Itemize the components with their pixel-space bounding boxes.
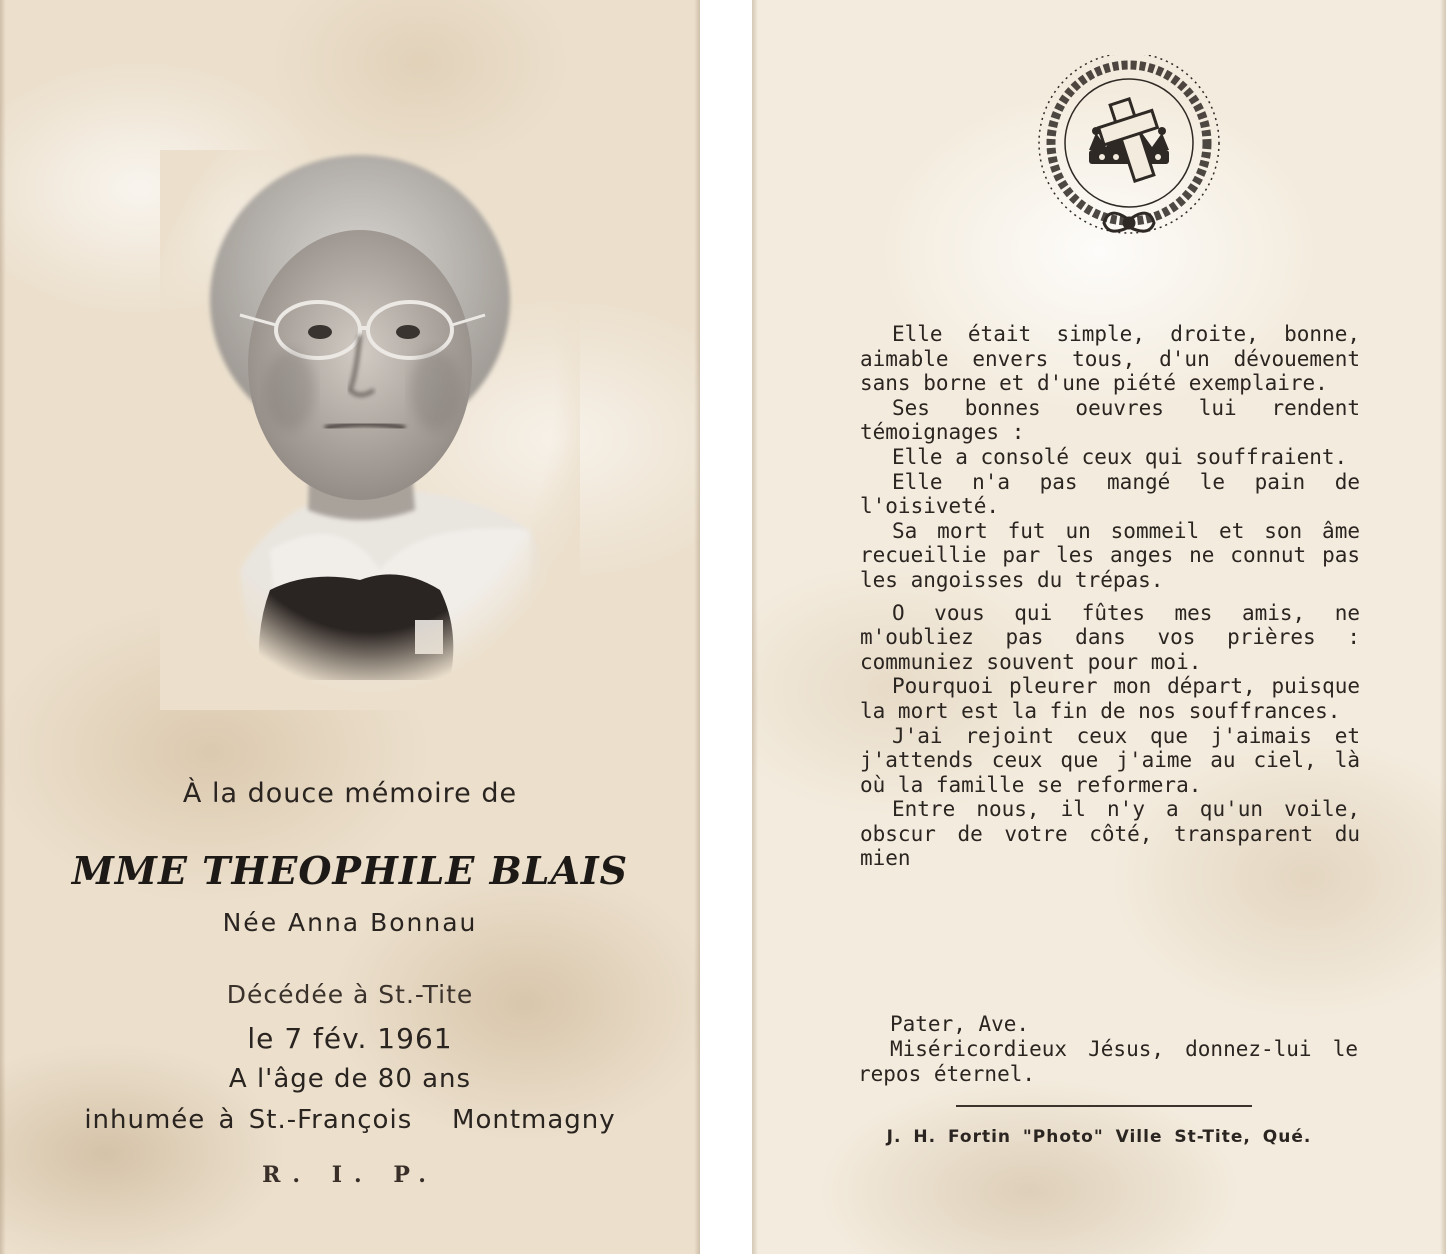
printer-credit: J. H. Fortin "Photo" Ville St-Tite, Qué. [886,1127,1312,1147]
maiden-name: Née Anna Bonnau [222,908,478,937]
cross-crown-wreath-icon [1034,55,1224,245]
portrait-photo [160,150,580,710]
verse-paragraph: J'ai rejoint ceux que j'aimais et j'attends ceux que j'aime au ciel, là où la famille se reformera. [860,723,1360,797]
prayer-line: Miséricordieux Jésus, donnez-lui le repos éternel. [858,1037,1358,1086]
verse-paragraph: Pourquoi pleurer mon départ, puisque la mort est la fin de nos souffrances. [860,674,1360,723]
divider [956,1105,1252,1107]
verse-paragraph: Elle a consolé ceux qui souffraient. [892,444,1348,469]
rip-line: R. I. P. [262,1162,438,1188]
age-at-death: A l'âge de 80 ans [228,1064,472,1094]
memorial-card-front [0,0,700,1254]
verse-paragraph: O vous qui fûtes mes amis, ne m'oubliez pas dans vos prières : communiez souvent pour moi. [860,600,1360,674]
verse-paragraph: Entre nous, il n'y a qu'un voile, obscur de votre côté, transparent du mien [860,797,1360,871]
death-place: Décédée à St.-Tite [226,980,474,1009]
verse-paragraph: Elle n'a pas mangé le pain de l'oisiveté. [860,469,1360,519]
verse-paragraph: Ses bonnes oeuvres lui rendent témoignages : [860,395,1360,445]
death-date: le 7 fév. 1961 [247,1022,453,1055]
deceased-name: MME THEOPHILE BLAIS [71,848,629,893]
verse-paragraph: Elle était simple, droite, bonne, aimable envers tous, d'un dévouement sans borne et d'une piété exemplaire. [860,322,1360,396]
memorial-card-back [752,0,1446,1254]
card-edge [1440,0,1446,1254]
verse-paragraph: Sa mort fut un sommeil et son âme recueillie par les anges ne connut pas les angoisses du trépas. [860,518,1360,592]
card-edge [752,0,758,1254]
intro-line: À la douce mémoire de [182,778,518,809]
burial-place: inhumée à St.-François Montmagny [84,1105,616,1135]
prayer [858,1012,1358,1087]
memorial-verse [860,322,1360,871]
prayer-line: Pater, Ave. [890,1012,1030,1036]
